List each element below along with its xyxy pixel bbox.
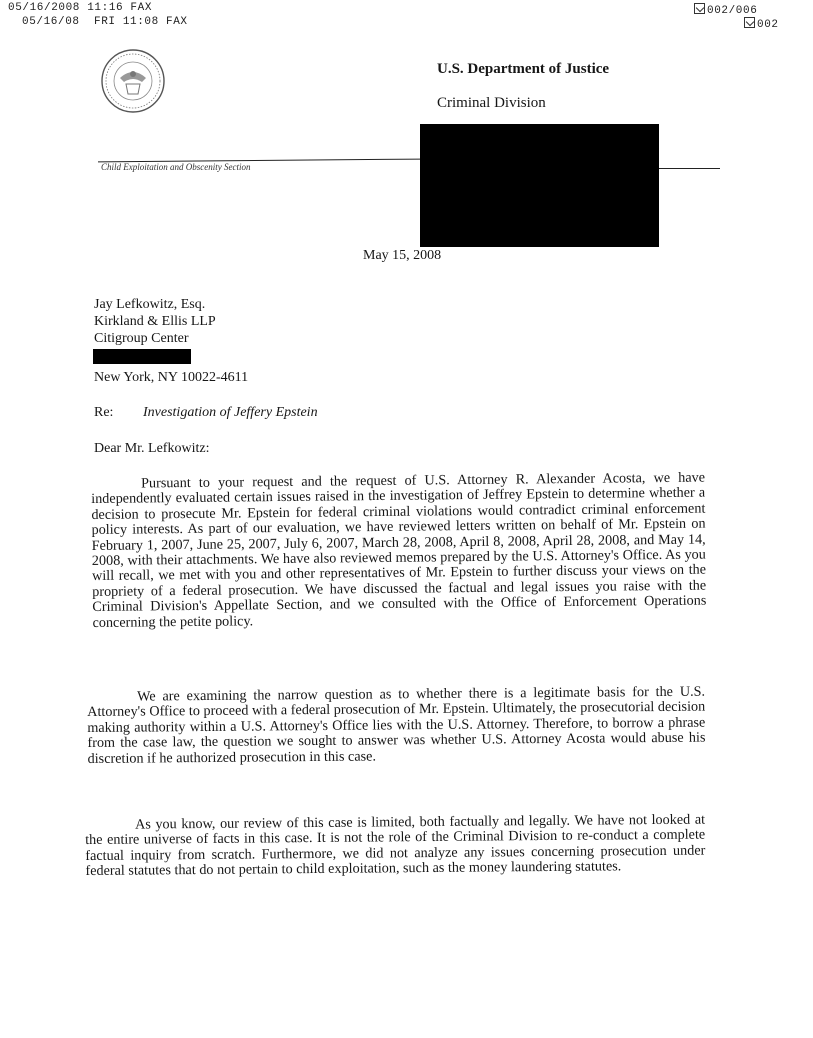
fax-page-number-text: 002: [757, 19, 779, 31]
body-paragraph-1: Pursuant to your request and the request of U.S. Attorney R. Alexander Acosta, we have independently evaluated certain issues raised in the investigation of Jeffrey Epstein to determine whether a decision to prosecute Mr. Epstein for federal criminal violations would contradict criminal enforcement policy interests. As part of our evaluation, we have reviewed letters written on behalf of Mr. Epstein on February 1, 2007, June 25, 2007, July 6, 2007, March 28, 2008, April 8, 2008, April 28, 2008, and May 14, 2008, with their attachments. We have also reviewed memos prepared by the U.S. Attorney's Office. As you will recall, we met with you and other representatives of Mr. Epstein to further discuss your views on the propriety of a federal prosecution. We have discussed the factual and legal issues you raise with the Criminal Division's Appellate Section, and we consulted with the Office of Enforcement Operations concerning the petite policy.: [91, 469, 707, 631]
fax-checkbox-icon: [744, 17, 755, 28]
department-name: U.S. Department of Justice: [437, 61, 610, 77]
recipient-name: Jay Lefkowitz, Esq.: [94, 297, 206, 312]
re-label: Re:: [94, 405, 114, 420]
body-paragraph-3: As you know, our review of this case is limited, both factually and legally. We have not looked at the entire universe of facts in this case. It is not the role of the Criminal Division to re-conduct a complete factual inquiry from scratch. Furthermore, we did not analyze any issues concerning prosecution under federal statutes that do not pertain to child exploitation, such as the money laundering statutes.: [85, 811, 706, 880]
recipient-firm: Kirkland & Ellis LLP: [94, 314, 216, 329]
recipient-city: New York, NY 10022-4611: [94, 370, 249, 385]
division-name: Criminal Division: [437, 95, 546, 111]
fax-checkbox-icon: [694, 3, 705, 14]
fax-header-line-2: 05/16/08 FRI 11:08 FAX: [22, 16, 188, 28]
fax-page-count-text: 002/006: [707, 5, 758, 17]
re-subject: Investigation of Jeffery Epstein: [143, 405, 318, 420]
recipient-building: Citigroup Center: [94, 331, 189, 346]
fax-page-number: [744, 16, 779, 31]
body-paragraph-2: We are examining the narrow question as to whether there is a legitimate basis for the U.S. Attorney's Office to proceed with a federal prosecution of Mr. Epstein. Ultimately, the prosecutorial decision making authority within a U.S. Attorney's Office lies with the U.S. Attorney. Therefore, to borrow a phrase from the case law, the question we sought to answer was whether U.S. Attorney Acosta would abuse his discretion if he authorized prosecution in this case.: [87, 683, 706, 767]
section-name: Child Exploitation and Obscenity Section: [101, 162, 251, 172]
redaction-block-header: [420, 124, 659, 247]
redaction-block-address: [93, 349, 191, 364]
letter-date: May 15, 2008: [363, 248, 442, 263]
doj-seal-icon: [100, 48, 166, 114]
salutation: Dear Mr. Lefkowitz:: [94, 441, 210, 456]
letterhead-rule-right: [659, 168, 720, 169]
fax-page-count: [694, 2, 757, 17]
fax-header-line-1: 05/16/2008 11:16 FAX: [8, 2, 153, 14]
